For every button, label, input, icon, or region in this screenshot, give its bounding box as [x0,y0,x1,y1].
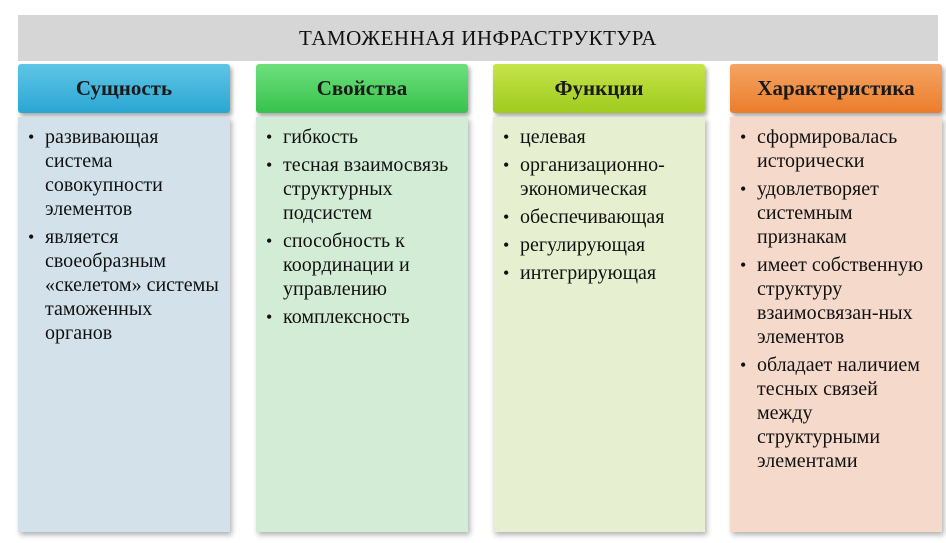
list-item: • обеспечивающая [503,205,695,229]
list-item: • способность к координации и управлению [266,229,458,301]
list-item: • обладает наличием тесных связей между структурными элементами [740,353,932,473]
list-item: • целевая [503,125,695,149]
item-list [266,125,458,329]
column-properties [256,64,468,328]
list-item: • организационно-экономическая [503,153,695,201]
column-header: Сущность [18,64,230,113]
list-item: • гибкость [266,125,458,149]
column-body [18,117,230,532]
item-list [28,125,220,345]
list-item: • имеет собственную структуру взаимосвязан-ных элементов [740,253,932,349]
item-list [503,125,695,285]
list-item: • регулирующая [503,233,695,257]
column-essence [18,64,230,344]
column-functions [493,64,705,284]
column-header: Характеристика [730,64,942,113]
column-body [730,117,942,532]
diagram-title: ТАМОЖЕННАЯ ИНФРАСТРУКТУРА [18,15,938,61]
list-item: • тесная взаимосвязь структурных подсистем [266,153,458,225]
item-list [740,125,932,473]
list-item: • развивающая система совокупности элементов [28,125,220,221]
column-body [493,117,705,532]
column-header: Функции [493,64,705,113]
list-item: • интегрирующая [503,261,695,285]
list-item: • удовлетворяет системным признакам [740,177,932,249]
list-item: • является своеобразным «скелетом» системы таможенных органов [28,225,220,345]
column-body [256,117,468,532]
list-item: • сформировалась исторически [740,125,932,173]
list-item: • комплексность [266,305,458,329]
column-characteristics [730,64,942,472]
column-header: Свойства [256,64,468,113]
